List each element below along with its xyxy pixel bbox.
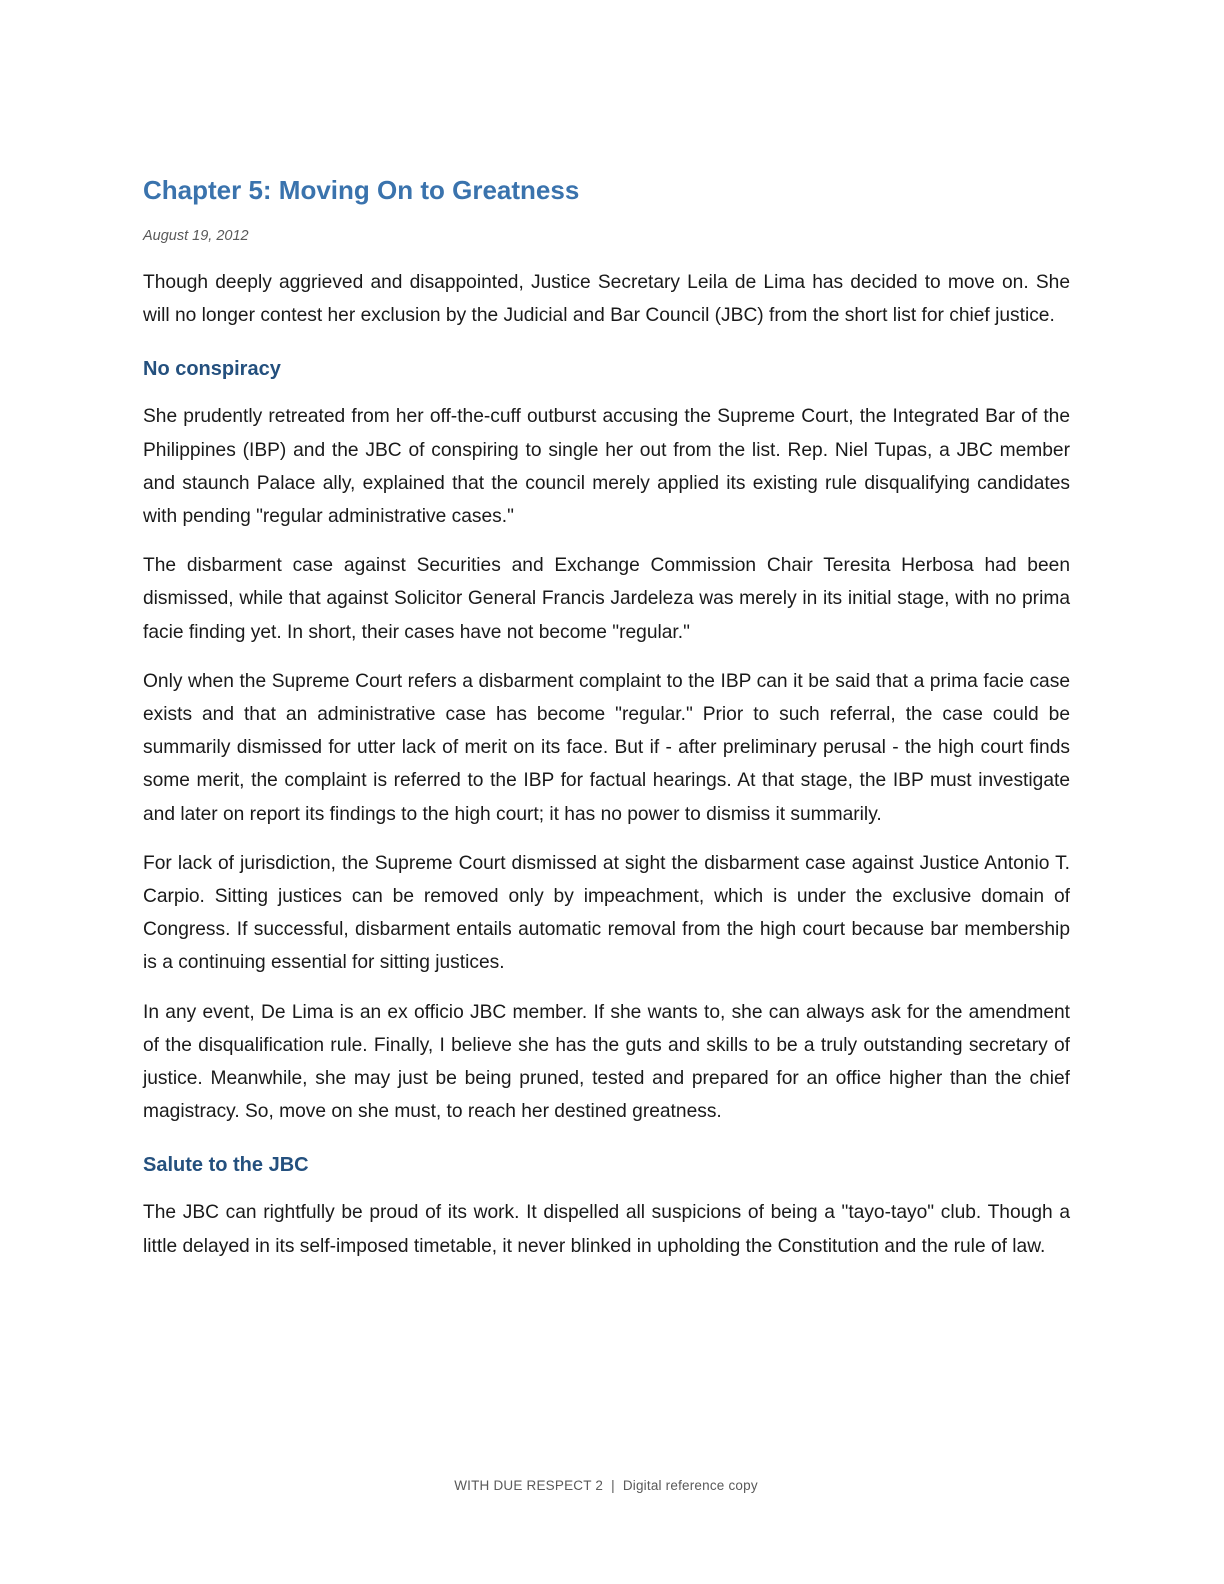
document-page [143, 168, 1070, 1263]
body-paragraph: The JBC can rightfully be proud of its work. It dispelled all suspicions of being a "tayo-tayo" club. Though a little delayed in its self-imposed timetable, it never blinked in upholding the Constitution and the rule of law. [143, 1202, 1070, 1257]
page-footer [0, 1478, 1212, 1493]
footer-note: Digital reference copy [622, 1478, 758, 1493]
body-paragraph: The disbarment case against Securities and Exchange Commission Chair Teresita Herbosa had been dismissed, while that against Solicitor General Francis Jardeleza was merely in its initial stage, with no prima facie finding yet. In short, their cases have not become "regular." [143, 555, 1070, 643]
body-paragraph: Only when the Supreme Court refers a disbarment complaint to the IBP can it be said that a prima facie case exists and that an administrative case has become "regular." Prior to such referral, the case could be summarily dismissed for utter lack of merit on its face. But if - after preliminary perusal - the high court finds some merit, the complaint is referred to the IBP for factual hearings. At that stage, the IBP must investigate and later on report its findings to the high court; it has no power to dismiss it summarily. [143, 670, 1070, 825]
body-paragraph: For lack of jurisdiction, the Supreme Court dismissed at sight the disbarment case against Justice Antonio T. Carpio. Sitting justices can be removed only by impeachment, which is under the exclusive domain of Congress. If successful, disbarment entails automatic removal from the high court because bar membership is a continuing essential for sitting justices. [143, 852, 1070, 974]
section-heading-no-conspiracy: No conspiracy [143, 358, 281, 381]
footer-separator: | [611, 1478, 615, 1493]
body-paragraph: She prudently retreated from her off-the-cuff outburst accusing the Supreme Court, the Integrated Bar of the Philippines (IBP) and the JBC of conspiring to single her out from the list. Rep. Niel Tupas, a JBC member and staunch Palace ally, explained that the council merely applied its existing rule disqualifying candidates with pending "regular administrative cases." [143, 406, 1070, 528]
intro-paragraph: Though deeply aggrieved and disappointed, Justice Secretary Leila de Lima has decided to move on. She will no longer contest her exclusion by the Judicial and Bar Council (JBC) from the short list for chief justice. [143, 272, 1070, 327]
footer-book-title: WITH DUE RESPECT 2 [454, 1478, 604, 1493]
publication-date: August 19, 2012 [143, 228, 249, 244]
chapter-title: Chapter 5: Moving On to Greatness [143, 175, 580, 205]
section-heading-salute-to-the-jbc: Salute to the JBC [143, 1154, 309, 1177]
body-paragraph: In any event, De Lima is an ex officio JBC member. If she wants to, she can always ask for the amendment of the disqualification rule. Finally, I believe she has the guts and skills to be a truly outstanding secretary of justice. Meanwhile, she may just be being pruned, tested and prepared for an office higher than the chief magistracy. So, move on she must, to reach her destined greatness. [143, 1001, 1070, 1123]
